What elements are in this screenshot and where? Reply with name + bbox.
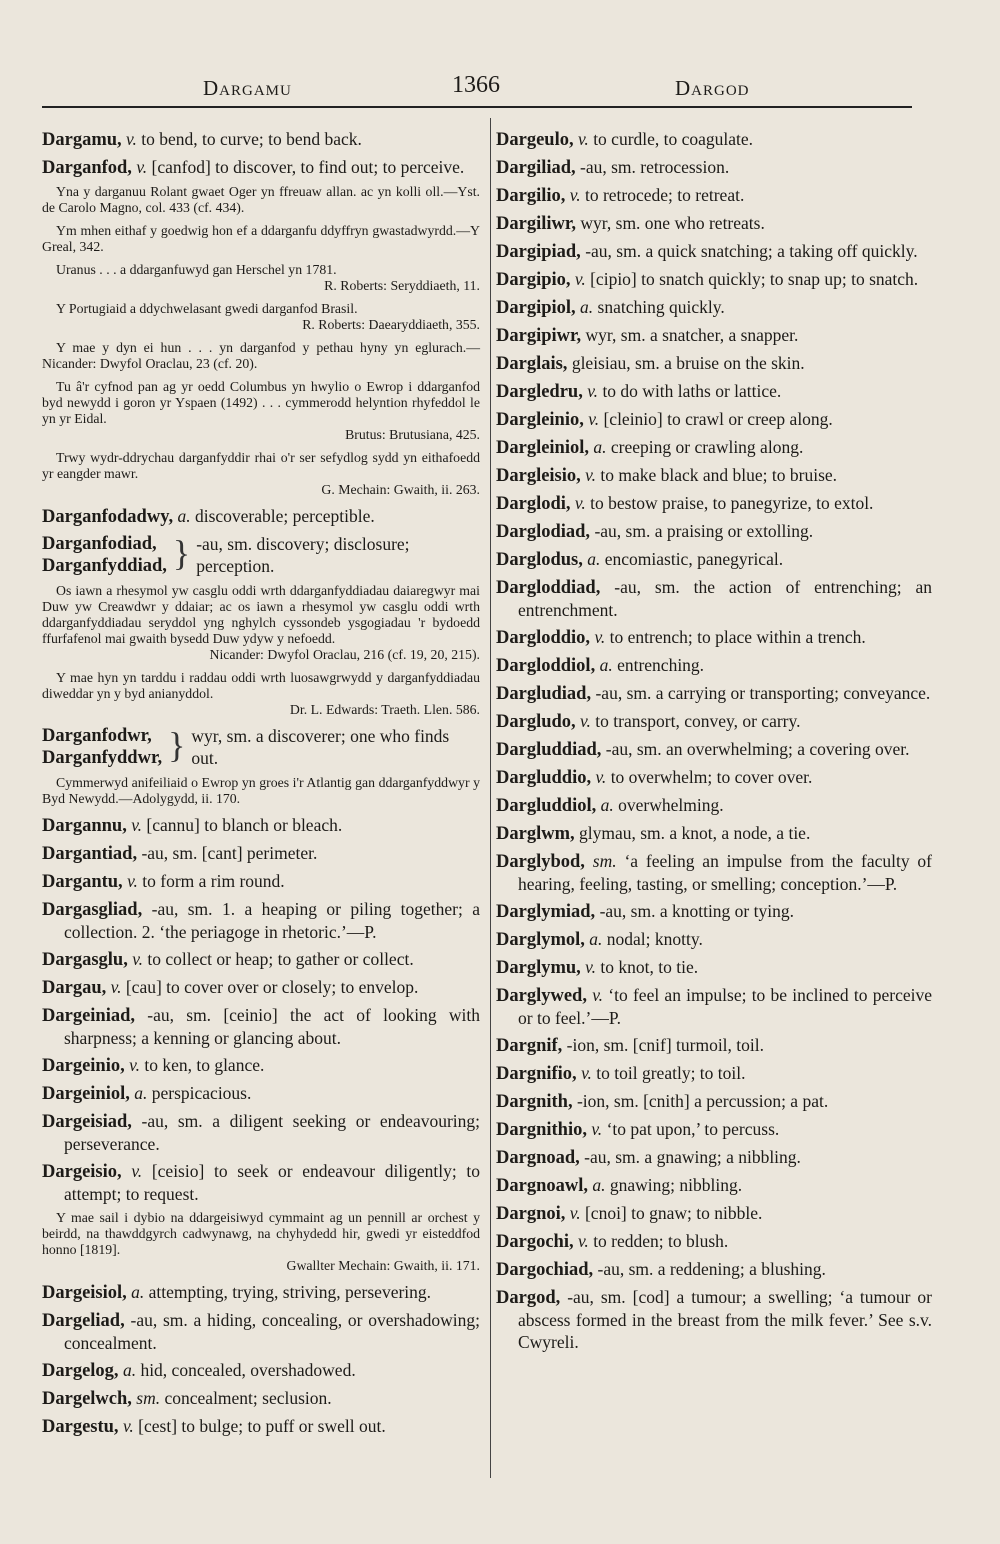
definition: to bend, to curve; to bend back. (141, 129, 362, 149)
definition: -au, sm. [cant] perimeter. (141, 843, 318, 863)
part-of-speech: a. (134, 1083, 148, 1103)
headword: Dargeliad, (42, 1311, 125, 1331)
dictionary-entry (42, 1110, 480, 1155)
dictionary-entry (496, 352, 932, 375)
headword: Darglymu, (496, 958, 581, 978)
headword: Dargeisiad, (42, 1112, 132, 1132)
definition: -ion, sm. [cnith] a percussion; a pat. (576, 1091, 829, 1111)
dictionary-entry (42, 1004, 480, 1049)
definition: to make black and blue; to bruise. (600, 465, 838, 485)
headword: Dargipiwr, (496, 326, 582, 346)
dictionary-entry (42, 1359, 480, 1382)
part-of-speech: v. (131, 1161, 143, 1181)
dictionary-entry (42, 814, 480, 837)
definition: gleisiau, sm. a bruise on the skin. (571, 353, 805, 373)
headword: Dargipiol, (496, 298, 576, 318)
definition: -au, sm. a hiding, concealing, or overshadowing; concealment. (64, 1310, 480, 1353)
headword: Darglymiad, (496, 902, 596, 922)
headword: Dargnithio, (496, 1120, 587, 1140)
headword: Dargeisiol, (42, 1283, 127, 1303)
dictionary-entry (42, 898, 480, 943)
dictionary-entry (496, 850, 932, 895)
definition: wyr, sm. one who retreats. (580, 213, 765, 233)
headword: Dargannu, (42, 816, 127, 836)
citation-text: Y mae hyn yn tarddu i raddau oddi wrth luosawgrwydd y darganfyddiadau diweddar yn y byd anianyddol. (42, 670, 480, 701)
definition: attempting, trying, striving, persevering. (148, 1282, 432, 1302)
citation-source: Brutus: Brutusiana, 425. (345, 427, 480, 442)
definition: to toil greatly; to toil. (596, 1063, 746, 1083)
dictionary-entry (496, 464, 932, 487)
headword: Dargelog, (42, 1361, 119, 1381)
headword: Dargiliwr, (496, 214, 576, 234)
dictionary-entry (496, 184, 932, 207)
headword: Dargamu, (42, 130, 122, 150)
citation-source: Gwallter Mechain: Gwaith, ii. 171. (286, 1258, 480, 1273)
headword: Dargleinio, (496, 410, 584, 430)
citation (42, 1210, 480, 1274)
citation (42, 184, 480, 216)
headword: Darganfod, (42, 158, 132, 178)
headword: Dargochi, (496, 1232, 574, 1252)
headword: Dargluddiad, (496, 740, 602, 760)
definition: -ion, sm. [cnif] turmoil, toil. (566, 1035, 765, 1055)
part-of-speech: v. (127, 871, 138, 891)
part-of-speech: a. (600, 795, 614, 815)
part-of-speech: v. (136, 157, 148, 177)
definition: hid, concealed, overshadowed. (140, 1360, 356, 1380)
dictionary-entry (496, 900, 932, 923)
headword: Dargnoi, (496, 1204, 566, 1224)
citation (42, 340, 480, 372)
definition: overwhelming. (618, 795, 724, 815)
headword: Dargeiniol, (42, 1084, 130, 1104)
headword: Dargeisio, (42, 1162, 122, 1182)
citation (42, 670, 480, 718)
dictionary-entry (496, 1146, 932, 1169)
dictionary-entry (496, 1174, 932, 1197)
headword: Dargeiniad, (42, 1006, 136, 1026)
headword: Dargnoad, (496, 1148, 580, 1168)
part-of-speech: v. (594, 627, 606, 647)
dictionary-entry (42, 870, 480, 893)
definition: -au, sm. a praising or extolling. (594, 521, 814, 541)
part-of-speech: v. (126, 129, 137, 149)
definition: to knot, to tie. (600, 957, 699, 977)
citation-source: R. Roberts: Seryddiaeth, 11. (324, 278, 480, 293)
definition: [cest] to bulge; to puff or swell out. (138, 1416, 386, 1436)
definition: -au, sm. a carrying or transporting; conveyance. (595, 683, 931, 703)
dictionary-entry (496, 1118, 932, 1141)
part-of-speech: v. (585, 465, 596, 485)
part-of-speech: v. (595, 767, 607, 787)
dictionary-entry (496, 380, 932, 403)
definition: to transport, convey, or carry. (595, 711, 801, 731)
dictionary-entry (42, 128, 480, 151)
dictionary-entry (42, 1054, 480, 1077)
citation-text: Ym mhen eithaf y goedwig hon ef a ddarganfu ddyffryn gwastadwyrdd.—Y Greal, 342. (42, 223, 480, 254)
dictionary-entry (496, 928, 932, 951)
right-column (496, 128, 932, 1358)
dictionary-entry (496, 576, 932, 621)
dictionary-entry (496, 408, 932, 431)
headword: Dargleisio, (496, 466, 581, 486)
dictionary-entry (496, 984, 932, 1029)
headword: Dargnifio, (496, 1064, 577, 1084)
definition: encomiastic, panegyrical. (604, 549, 784, 569)
citation (42, 301, 480, 333)
definition: to redden; to blush. (593, 1231, 729, 1251)
definition: ‘to feel an impulse; to be inclined to perceive or to feel.’—P. (518, 985, 933, 1028)
definition: snatching quickly. (597, 297, 725, 317)
definition: to do with laths or lattice. (602, 381, 782, 401)
headword: Darganfyddwr, (42, 748, 163, 768)
part-of-speech: v. (577, 129, 589, 149)
headword: Darganfodadwy, (42, 507, 174, 527)
headword: Darglais, (496, 354, 568, 374)
dictionary-entry (496, 240, 932, 263)
headword: Dargelwch, (42, 1389, 132, 1409)
dictionary-entry (496, 682, 932, 705)
definition: to entrench; to place within a trench. (609, 627, 866, 647)
dictionary-entry (42, 156, 480, 179)
headword: Darglymol, (496, 930, 585, 950)
citation-text: Trwy wydr-ddrychau darganfyddir rhai o'r ser sefydlog sydd yn eithafoedd yr eangder mawr. (42, 450, 480, 481)
definition: -au, sm. a gnawing; a nibbling. (584, 1147, 801, 1167)
headword: Darganfodiad, (42, 534, 157, 554)
dictionary-entry (496, 794, 932, 817)
dictionary-entry (496, 766, 932, 789)
headword: Dargnif, (496, 1036, 563, 1056)
citation (42, 379, 480, 443)
part-of-speech: v. (132, 949, 144, 969)
dictionary-entry (42, 505, 480, 528)
definition: wyr, sm. a discoverer; one who finds out. (191, 726, 450, 768)
citation-text: Cymmerwyd anifeiliaid o Ewrop yn groes i'r Atlantig gan ddarganfyddwyr y Byd Newydd.—Adolygydd, ii. 170. (42, 775, 480, 806)
part-of-speech: v. (585, 957, 597, 977)
dictionary-entry (496, 324, 932, 347)
brace-glyph: } (172, 533, 191, 573)
header-rule (42, 106, 912, 108)
definition: -au, sm. a reddening; a blushing. (597, 1259, 826, 1279)
definition: [ceisio] to seek or endeavour diligently; to attempt; to request. (64, 1161, 481, 1204)
dictionary-entry (496, 738, 932, 761)
part-of-speech: v. (569, 185, 581, 205)
part-of-speech: v. (580, 711, 591, 731)
part-of-speech: a. (593, 437, 607, 457)
definition: ‘a feeling an impulse from the faculty of hearing, feeling, tasting, or smelling; conception.’—P. (518, 851, 932, 894)
headword: Dargloddiol, (496, 656, 596, 676)
dictionary-entry (496, 1286, 932, 1353)
part-of-speech: v. (131, 815, 143, 835)
dictionary-entry (42, 1387, 480, 1410)
definition: -au, sm. an overwhelming; a covering over. (605, 739, 910, 759)
part-of-speech: v. (129, 1055, 140, 1075)
part-of-speech: a. (587, 549, 601, 569)
part-of-speech: sm. (136, 1388, 161, 1408)
part-of-speech: a. (589, 929, 603, 949)
dictionary-entry (496, 128, 932, 151)
headword: Darglywed, (496, 986, 587, 1006)
citation (42, 262, 480, 294)
headword: Dargnoawl, (496, 1176, 588, 1196)
dictionary-entry (496, 492, 932, 515)
headword: Dargipio, (496, 270, 571, 290)
citation-source: G. Mechain: Gwaith, ii. 263. (321, 482, 480, 497)
definition: -au, sm. a quick snatching; a taking off quickly. (585, 241, 918, 261)
dictionary-entry (42, 1309, 480, 1354)
dictionary-entry (42, 1160, 480, 1205)
dictionary-entry (496, 436, 932, 459)
headword: Dargludo, (496, 712, 576, 732)
dictionary-entry-pair (42, 533, 480, 577)
part-of-speech: v. (569, 1203, 581, 1223)
headword: Dargloddio, (496, 628, 591, 648)
headword: Dargluddiol, (496, 796, 597, 816)
definition: to overwhelm; to cover over. (610, 767, 813, 787)
citation-text: Uranus . . . a ddarganfuwyd gan Herschel yn 1781. (56, 262, 337, 277)
citation (42, 223, 480, 255)
citation-text: Y mae sail i dybio na ddargeisiwyd cymmaint ag un pennill ar orchest y beirdd, na thawddgyrch cadwynawg, na chyhydedd hir, gwedi yr eisteddfod honno [1819]. (42, 1210, 480, 1257)
headword: Dargeulo, (496, 130, 574, 150)
dictionary-entry (42, 948, 480, 971)
column-divider (490, 118, 491, 1478)
headword-pair (42, 533, 167, 577)
dictionary-entry (496, 654, 932, 677)
citation (42, 775, 480, 807)
dictionary-entry (496, 1202, 932, 1225)
headword-pair (42, 725, 162, 769)
dictionary-entry (496, 1034, 932, 1057)
headword: Dargnith, (496, 1092, 573, 1112)
part-of-speech: v. (574, 493, 586, 513)
part-of-speech: a. (599, 655, 613, 675)
citation-text: Os iawn a rhesymol yw casglu oddi wrth ddarganfyddiadau daiaregwyr mai Duw yw Creawdwr y ddaiar; ac os iawn a rhesymol yw casglu oddi wrth ddarganfyddiadau seryddol yng nghylch cyssondeb ysgogiadau 'r bydoedd ffurfafenol mai gwaith bysedd Duw ydyw y nefoedd. (42, 583, 480, 646)
definition: glymau, sm. a knot, a node, a tie. (578, 823, 811, 843)
definition: to ken, to glance. (144, 1055, 265, 1075)
running-head-left: Dargamu (203, 76, 292, 100)
dictionary-entry (42, 1082, 480, 1105)
definition: creeping or crawling along. (610, 437, 804, 457)
definition: to retrocede; to retreat. (584, 185, 745, 205)
definition: [cnoi] to gnaw; to nibble. (584, 1203, 763, 1223)
headword: Dargiliad, (496, 158, 576, 178)
part-of-speech: sm. (592, 851, 617, 871)
dictionary-entry (42, 976, 480, 999)
dictionary-entry (496, 296, 932, 319)
definition: nodal; knotty. (606, 929, 703, 949)
headword: Dargod, (496, 1288, 561, 1308)
definition: discoverable; perceptible. (194, 506, 375, 526)
citation-source: Dr. L. Edwards: Traeth. Llen. 586. (289, 702, 480, 717)
definition: [cannu] to blanch or bleach. (146, 815, 343, 835)
definition: -au, sm. 1. a heaping or piling together; a collection. 2. ‘the periagoge in rhetoric.’—P. (64, 899, 481, 942)
definition: [cipio] to snatch quickly; to snap up; to snatch. (590, 269, 919, 289)
dictionary-entry (42, 1281, 480, 1304)
definition: entrenching. (617, 655, 705, 675)
headword: Darglwm, (496, 824, 575, 844)
part-of-speech: v. (592, 985, 604, 1005)
definition: -au, sm. [ceinio] the act of looking with sharpness; a kenning or glancing about. (64, 1005, 480, 1048)
definition: [cleinio] to crawl or creep along. (603, 409, 833, 429)
citation-text: Yna y darganuu Rolant gwaet Oger yn ffreuaw allan. ac yn kolli oll.—Yst. de Carolo Magno, col. 433 (cf. 434). (42, 184, 480, 215)
part-of-speech: a. (580, 297, 594, 317)
brace-glyph: } (168, 725, 186, 765)
dictionary-entry (496, 268, 932, 291)
citation-text: Tu â'r cyfnod pan ag yr oedd Columbus yn hwylio o Ewrop i ddarganfod byd newydd i goron yr Yspaen (1492) . . . cymmerodd helyntion rhyfeddol le yn yr Eidal. (42, 379, 480, 426)
headword: Dargasgliad, (42, 900, 143, 920)
headword: Dargeinio, (42, 1056, 125, 1076)
headword: Dargluddio, (496, 768, 592, 788)
dictionary-entry (496, 822, 932, 845)
dictionary-entry (42, 842, 480, 865)
citation (42, 583, 480, 663)
part-of-speech: v. (591, 1119, 603, 1139)
headword: Dargludiad, (496, 684, 592, 704)
definition: wyr, sm. a snatcher, a snapper. (585, 325, 799, 345)
headword: Dargledru, (496, 382, 583, 402)
dictionary-entry (496, 710, 932, 733)
citation (42, 450, 480, 498)
headword: Darglodiad, (496, 522, 591, 542)
definition: -au, sm. a knotting or tying. (599, 901, 794, 921)
running-head (0, 72, 1000, 108)
dictionary-entry (42, 1415, 480, 1438)
headword: Dargloddiad, (496, 578, 601, 598)
part-of-speech: v. (577, 1231, 589, 1251)
definition: concealment; seclusion. (164, 1388, 332, 1408)
dictionary-entry (496, 548, 932, 571)
dictionary-entry-pair (42, 725, 480, 769)
headword: Dargestu, (42, 1417, 119, 1437)
dictionary-entry (496, 626, 932, 649)
part-of-speech: a. (177, 506, 191, 526)
headword: Darganfyddiad, (42, 556, 167, 576)
headword: Dargilio, (496, 186, 566, 206)
part-of-speech: v. (588, 409, 600, 429)
page-number: 1366 (452, 72, 500, 98)
part-of-speech: v. (587, 381, 599, 401)
part-of-speech: v. (110, 977, 122, 997)
headword: Dargochiad, (496, 1260, 594, 1280)
definition: -au, sm. the action of entrenching; an entrenchment. (518, 577, 932, 620)
headword: Dargantu, (42, 872, 123, 892)
part-of-speech: a. (131, 1282, 145, 1302)
definition: -au, sm. discovery; disclosure; perception. (196, 534, 410, 576)
dictionary-entry (496, 520, 932, 543)
citation-text: Y Portugiaid a ddychwelasant gwedi darganfod Brasil. (56, 301, 358, 316)
part-of-speech: a. (592, 1175, 606, 1195)
headword: Darglodi, (496, 494, 571, 514)
part-of-speech: v. (581, 1063, 592, 1083)
definition: [canfod] to discover, to find out; to perceive. (151, 157, 465, 177)
definition: to curdle, to coagulate. (593, 129, 754, 149)
headword: Dargleiniol, (496, 438, 590, 458)
citation-source: R. Roberts: Daearyddiaeth, 355. (302, 317, 480, 332)
headword: Dargipiad, (496, 242, 581, 262)
part-of-speech: v. (574, 269, 586, 289)
dictionary-entry (496, 1090, 932, 1113)
dictionary-entry (496, 156, 932, 179)
definition: gnawing; nibbling. (609, 1175, 743, 1195)
headword: Dargasglu, (42, 950, 128, 970)
headword: Darganfodwr, (42, 726, 152, 746)
definition: to collect or heap; to gather or collect. (147, 949, 414, 969)
definition: -au, sm. [cod] a tumour; a swelling; ‘a tumour or abscess formed in the breast from the milk fever.’ See s.v. Cwyreli. (518, 1287, 933, 1352)
part-of-speech: v. (122, 1416, 134, 1436)
citation-source: Nicander: Dwyfol Oraclau, 216 (cf. 19, 20, 215). (209, 647, 480, 662)
left-column (42, 128, 480, 1443)
dictionary-entry (496, 956, 932, 979)
definition: to bestow praise, to panegyrize, to extol. (590, 493, 874, 513)
headword: Dargantiad, (42, 844, 138, 864)
definition: to form a rim round. (142, 871, 285, 891)
dictionary-entry (496, 1230, 932, 1253)
definition: -au, sm. retrocession. (580, 157, 730, 177)
running-head-right: Dargod (675, 76, 750, 100)
dictionary-entry (496, 1062, 932, 1085)
citation-text: Y mae y dyn ei hun . . . yn darganfod y pethau hyny yn eglurach.—Nicander: Dwyfol Oraclau, 23 (cf. 20). (42, 340, 480, 371)
dictionary-entry (496, 212, 932, 235)
definition: [cau] to cover over or closely; to envelop. (125, 977, 419, 997)
headword: Dargau, (42, 978, 107, 998)
definition: perspicacious. (151, 1083, 252, 1103)
part-of-speech: a. (122, 1360, 137, 1380)
dictionary-entry (496, 1258, 932, 1281)
headword: Darglodus, (496, 550, 583, 570)
definition: -au, sm. a diligent seeking or endeavouring; perseverance. (64, 1111, 481, 1154)
definition: ‘to pat upon,’ to percuss. (606, 1119, 780, 1139)
headword: Darglybod, (496, 852, 585, 872)
